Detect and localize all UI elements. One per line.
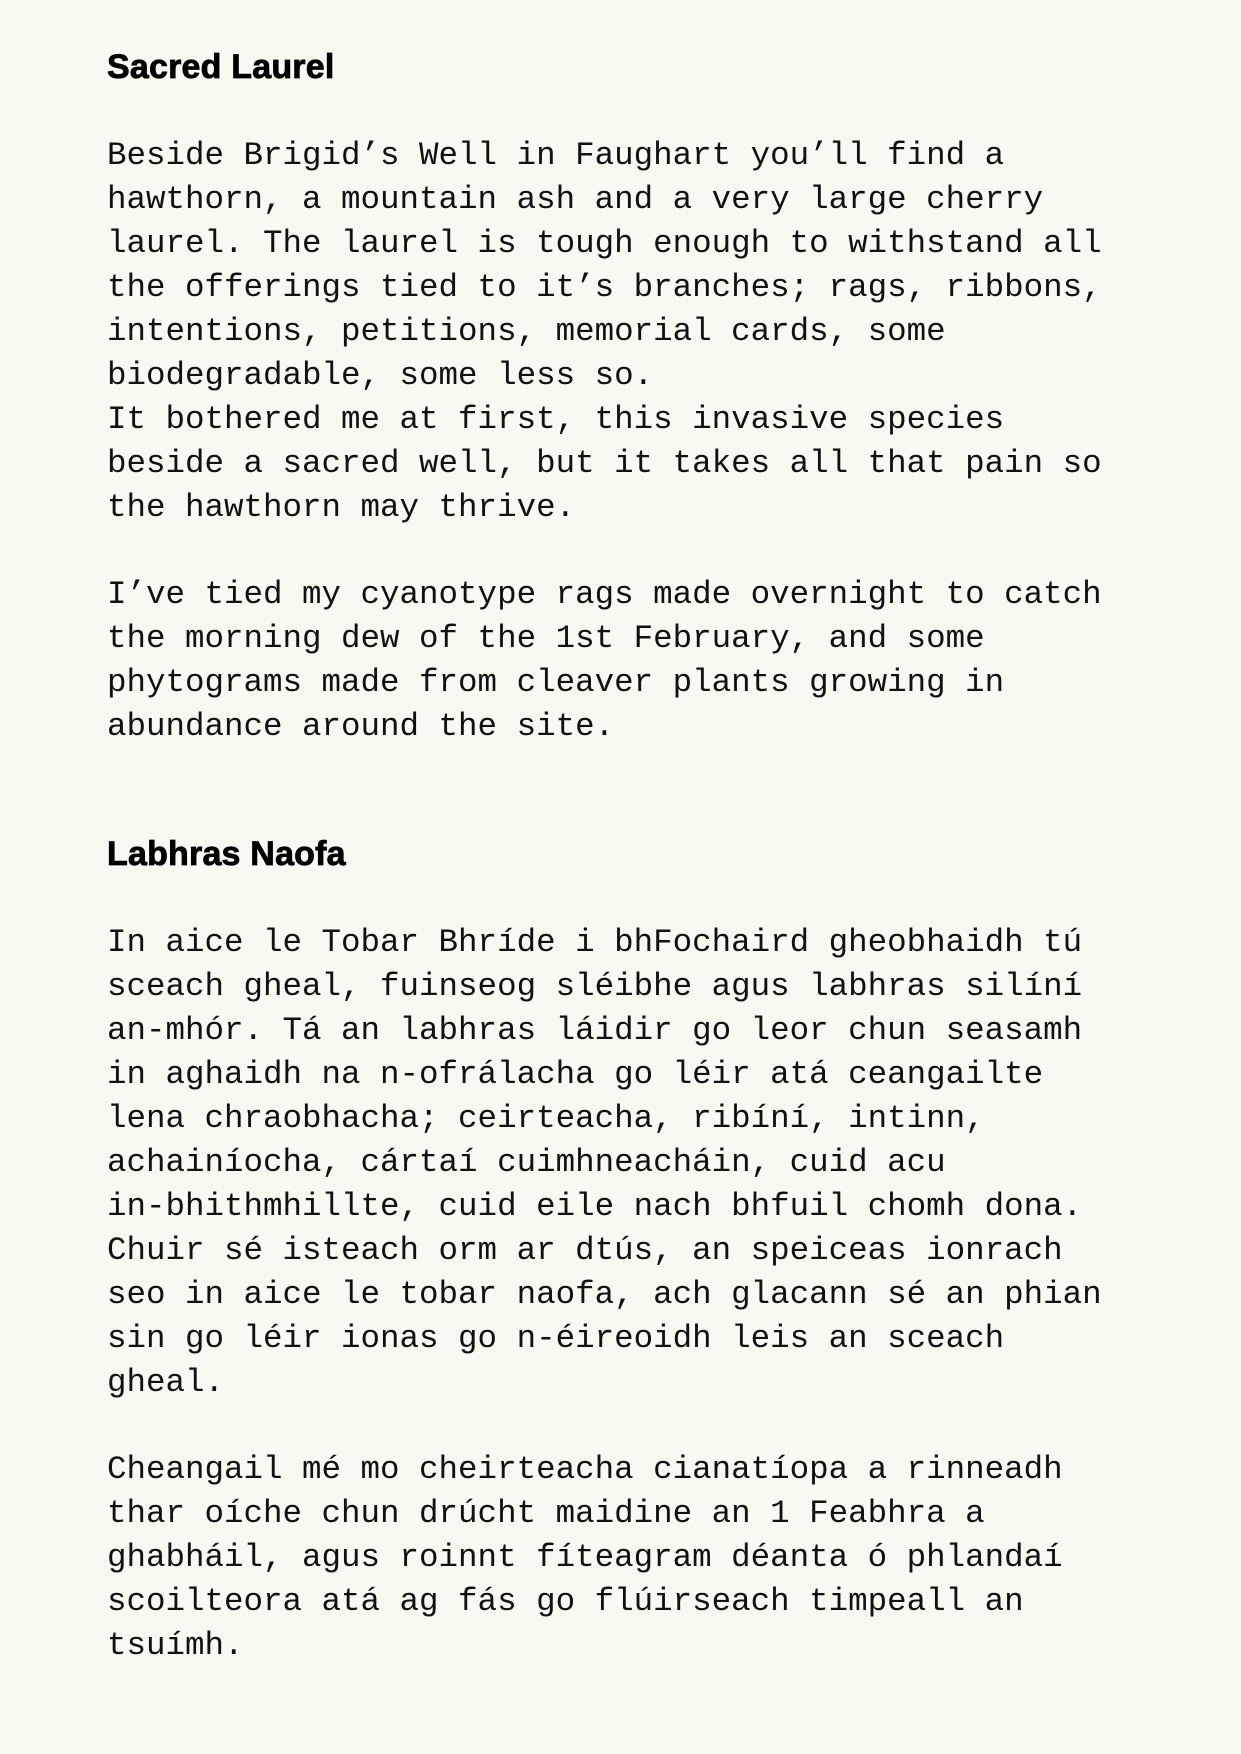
text-line: thar oíche chun drúcht maidine an 1 Feabhra a: [107, 1495, 985, 1532]
text-line: hawthorn, a mountain ash and a very large cherry: [107, 181, 1044, 218]
text-line: lena chraobhacha; ceirteacha, ribíní, intinn,: [107, 1100, 985, 1137]
text-line: tsuímh.: [107, 1627, 244, 1664]
text-line: seo in aice le tobar naofa, ach glacann sé an phian: [107, 1276, 1102, 1313]
section-heading-english: Sacred Laurel: [107, 48, 335, 86]
paragraph-irish-2: [107, 1448, 1187, 1668]
text-line: the offerings tied to it’s branches; rags, ribbons,: [107, 269, 1102, 306]
text-line: intentions, petitions, memorial cards, some: [107, 313, 946, 350]
text-line: Chuir sé isteach orm ar dtús, an speiceas ionrach: [107, 1232, 1063, 1269]
text-line: in aghaidh na n-ofrálacha go léir atá ceangailte: [107, 1056, 1044, 1093]
text-line: beside a sacred well, but it takes all that pain so: [107, 445, 1102, 482]
text-line: ghabháil, agus roinnt fíteagram déanta ó phlandaí: [107, 1539, 1063, 1576]
text-line: the hawthorn may thrive.: [107, 489, 576, 526]
text-line: In aice le Tobar Bhríde i bhFochaird gheobhaidh tú: [107, 924, 1083, 961]
text-line: biodegradable, some less so.: [107, 357, 654, 394]
text-line: laurel. The laurel is tough enough to withstand all: [107, 225, 1102, 262]
paragraph-english-2: [107, 573, 1187, 749]
paragraph-irish-1: [107, 921, 1187, 1405]
text-line: gheal.: [107, 1364, 225, 1401]
text-line: sin go léir ionas go n-éireoidh leis an sceach: [107, 1320, 1005, 1357]
paragraph-english-1: [107, 134, 1187, 530]
text-line: an-mhór. Tá an labhras láidir go leor chun seasamh: [107, 1012, 1083, 1049]
text-line: Cheangail mé mo cheirteacha cianatíopa a rinneadh: [107, 1451, 1063, 1488]
text-line: in-bhithmhillte, cuid eile nach bhfuil chomh dona.: [107, 1188, 1083, 1225]
text-line: the morning dew of the 1st February, and some: [107, 620, 985, 657]
section-heading-irish: Labhras Naofa: [107, 835, 346, 873]
text-line: scoilteora atá ag fás go flúirseach timpeall an: [107, 1583, 1024, 1620]
text-line: abundance around the site.: [107, 708, 615, 745]
text-line: achainíocha, cártaí cuimhneacháin, cuid acu: [107, 1144, 946, 1181]
text-line: Beside Brigid’s Well in Faughart you’ll find a: [107, 137, 1005, 174]
text-line: sceach gheal, fuinseog sléibhe agus labhras silíní: [107, 968, 1083, 1005]
text-line: I’ve tied my cyanotype rags made overnight to catch: [107, 576, 1102, 613]
text-line: It bothered me at first, this invasive species: [107, 401, 1005, 438]
text-line: phytograms made from cleaver plants growing in: [107, 664, 1005, 701]
